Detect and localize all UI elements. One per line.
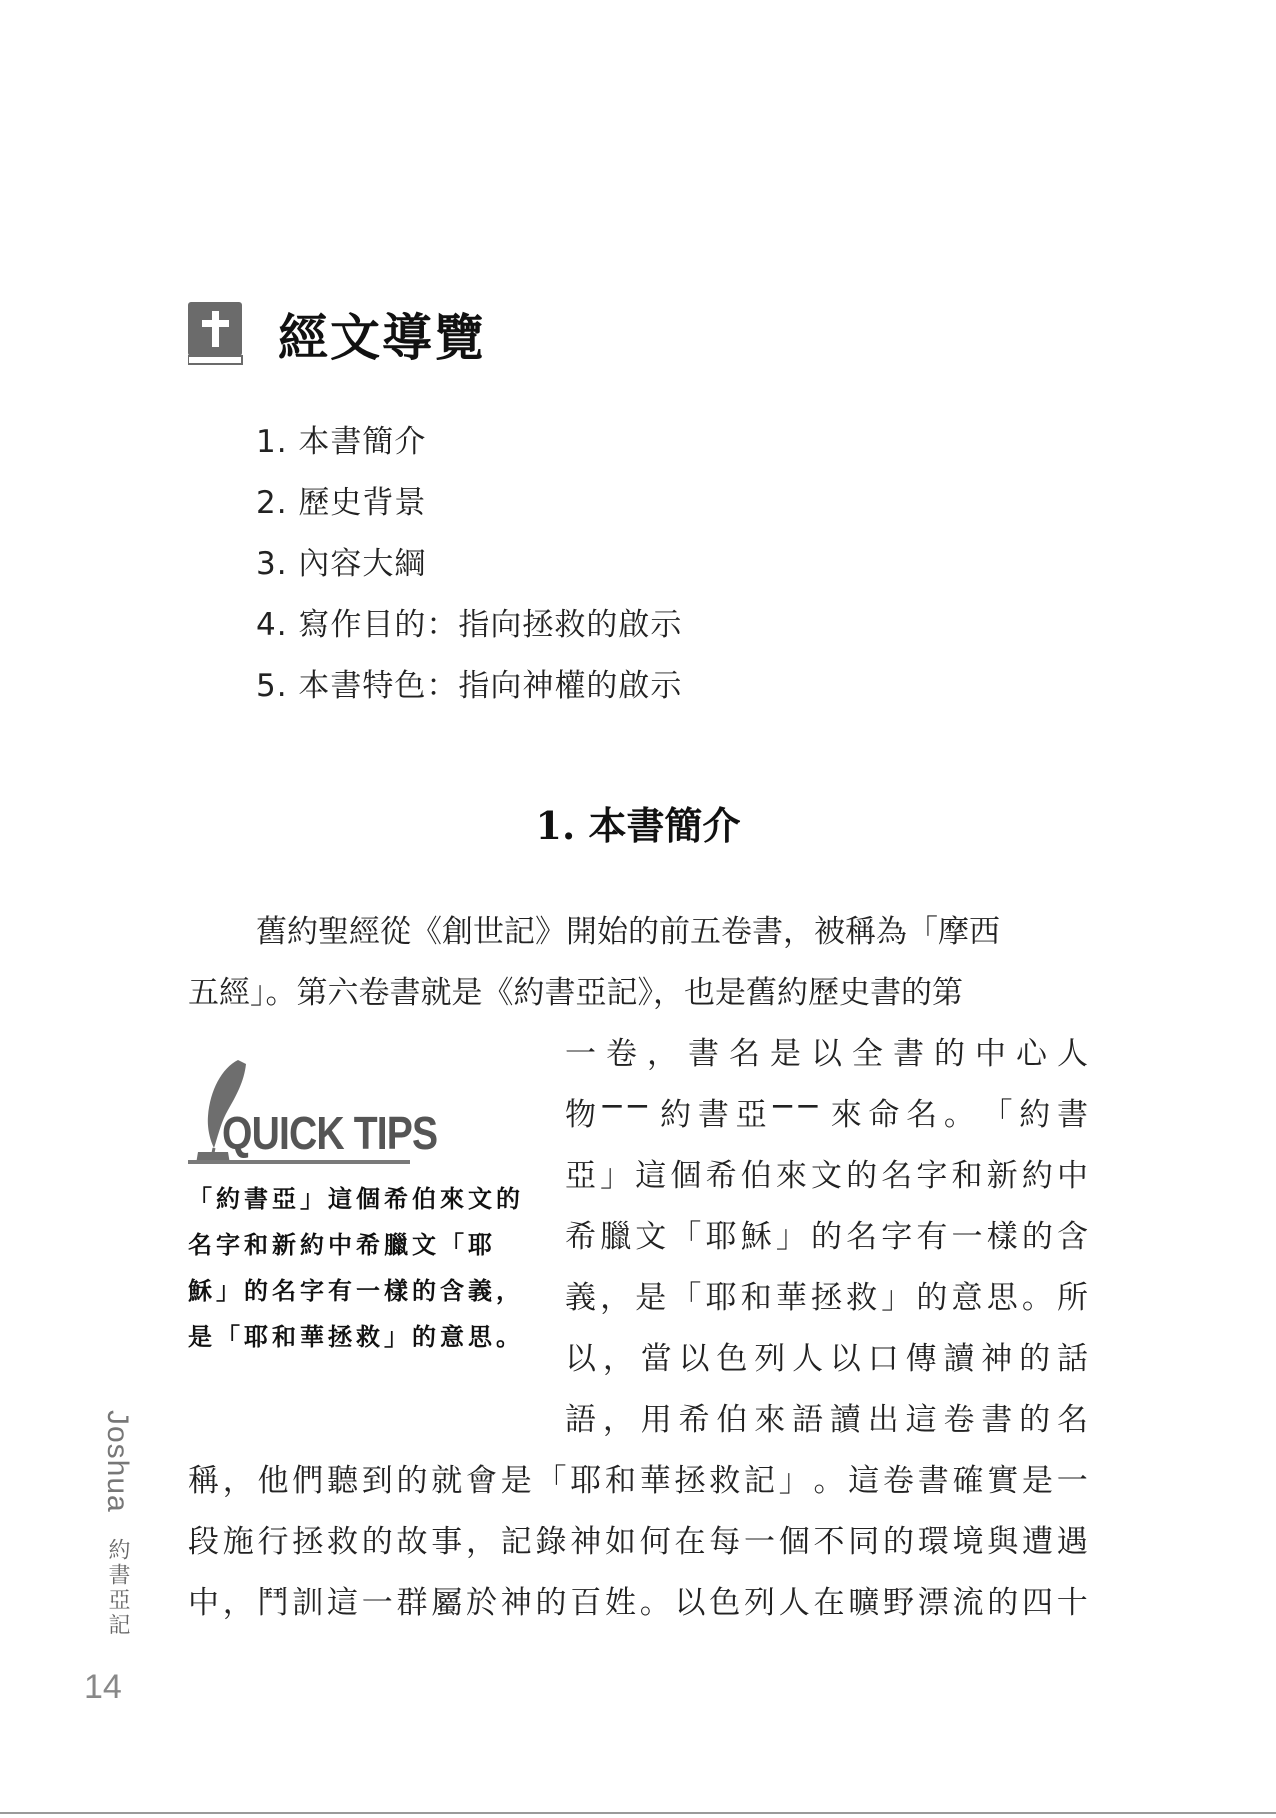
section-title: 1. 本書簡介	[535, 803, 741, 848]
bottom-rule	[0, 1812, 1276, 1814]
toc-list	[256, 412, 682, 717]
body-line: 舊約聖經從《創世記》開始的前五卷書，被稱為「摩西	[256, 914, 1000, 950]
section-heading	[188, 298, 486, 370]
toc-item: 4. 寫作目的：指向拯救的啟示	[256, 607, 683, 643]
running-title-chinese: 約書亞記	[105, 1537, 130, 1638]
body-line: 一 卷 ， 書 名 是 以 全 書 的 中 心 人	[565, 1036, 1088, 1072]
body-line: 義 ， 是 「 耶 和 華 拯 救 」 的 意 思 。 所	[565, 1280, 1088, 1316]
body-line: 段 施 行 拯 救 的 故 事 ， 記 錄 神 如 何 在 每 一 個 不 同 的 環 境 與 遭 遇	[188, 1524, 1088, 1560]
body-line: 語 ， 用 希 伯 來 語 讀 出 這 卷 書 的 名	[565, 1402, 1088, 1438]
toc-item: 2. 歷史背景	[256, 485, 427, 521]
running-title-english: Joshua	[101, 1410, 134, 1513]
body-line: 中 ， 鬥 訓 這 一 群 屬 於 神 的 百 姓 。 以 色 列 人 在 曠 野 漂 流 的 四 十	[188, 1585, 1088, 1621]
quick-tips-underline	[188, 1160, 410, 1164]
toc-item: 5. 本書特色：指向神權的啟示	[256, 668, 683, 704]
quick-tips-text: 「約書亞」這個希伯來文的名字和新約中希臘文「耶穌」的名字有一樣的含義，是「耶和華拯救」的意思。	[188, 1185, 524, 1351]
body-line: 五經」。第六卷書就是《約書亞記》，也是舊約歷史書的第	[188, 975, 963, 1011]
toc-item: 3. 內容大綱	[256, 546, 427, 582]
running-title	[98, 1410, 134, 1638]
page-number: 14	[84, 1668, 122, 1706]
bible-cross-icon	[188, 302, 244, 366]
quick-tips-label: QUICK TIPS	[222, 1107, 438, 1159]
body-line: 物 ─ ─ 約 書 亞 ─ ─ 來 命 名 。 「 約 書	[565, 1089, 1088, 1133]
quick-tips-box	[188, 1060, 528, 1160]
body-line: 稱 ， 他 們 聽 到 的 就 會 是 「 耶 和 華 拯 救 記 」 。 這 卷 書 確 實 是 一	[188, 1463, 1088, 1499]
body-line: 希 臘 文 「 耶 穌 」 的 名 字 有 一 樣 的 含	[565, 1219, 1088, 1255]
body-line: 亞 」 這 個 希 伯 來 文 的 名 字 和 新 約 中	[565, 1158, 1088, 1194]
page-title: 經文導覽	[278, 308, 486, 367]
body-line: 以 ， 當 以 色 列 人 以 口 傳 讀 神 的 話	[565, 1341, 1088, 1377]
toc-item: 1. 本書簡介	[256, 424, 427, 460]
quick-tips-logo	[188, 1060, 528, 1160]
